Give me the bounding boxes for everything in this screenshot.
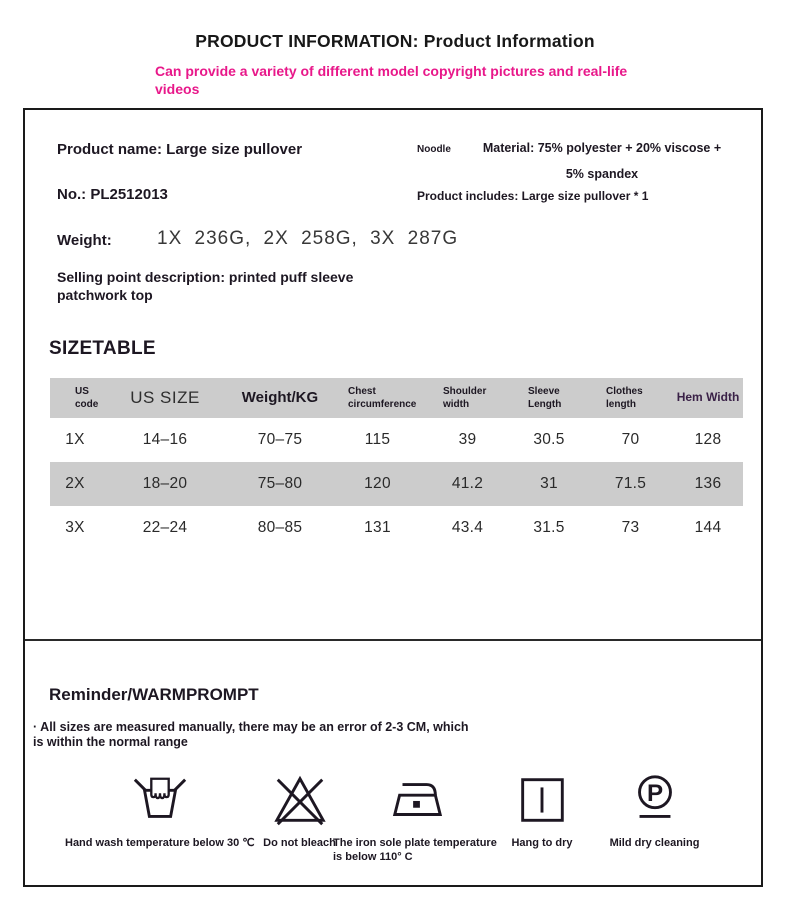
cell: 39 [458, 431, 477, 448]
cell: 41.2 [451, 475, 484, 492]
cell: 144 [694, 519, 722, 536]
col-shoulder-width: Shoulder width [443, 386, 487, 410]
cell: 1X [65, 431, 85, 448]
weight-label: Weight: [57, 232, 112, 249]
product-name: Product name: Large size pullover [57, 141, 303, 158]
material-line2: 5% spandex [565, 167, 639, 181]
page-subtitle: Can provide a variety of different model copyright pictures and real-life videos [155, 63, 628, 97]
size-table [50, 378, 743, 550]
care-label: Do not bleach [263, 837, 336, 849]
care-item-hand-wash [65, 770, 255, 851]
care-item-hang-to-dry [499, 770, 585, 851]
cell: 73 [621, 519, 640, 536]
weight-values: 1X 236G, 2X 258G, 3X 287G [157, 228, 459, 249]
size-table-heading: SIZETABLE [49, 338, 156, 359]
iron-low-temp-icon [388, 770, 446, 830]
do-not-bleach-icon [271, 770, 329, 830]
cell: 3X [65, 519, 85, 536]
cell: 80–85 [257, 519, 303, 536]
reminder-note: · All sizes are measured manually, there may be an error of 2-3 CM, which is within the normal range [33, 720, 469, 749]
cell: 31.5 [533, 519, 565, 536]
selling-point-description: Selling point description: printed puff sleeve patchwork top [57, 269, 354, 304]
cell: 31 [540, 475, 558, 492]
product-number: No.: PL2512013 [57, 186, 168, 203]
col-clothes-length: Clothes length [606, 386, 643, 410]
care-label: Hang to dry [511, 837, 573, 849]
care-label: The iron sole plate temperature is below 110° C [333, 837, 497, 863]
hang-to-dry-icon [513, 770, 571, 830]
reminder-heading: Reminder/WARMPROMPT [49, 685, 259, 704]
table-row-3x [50, 506, 743, 550]
svg-text:P: P [646, 779, 663, 807]
page-title: PRODUCT INFORMATION: Product Information [195, 31, 595, 51]
cell: 30.5 [533, 431, 565, 448]
product-includes: Product includes: Large size pullover * 1 [417, 189, 649, 203]
cell: 131 [364, 519, 391, 536]
material-info [452, 141, 752, 182]
col-chest-circumference: Chest circumference [348, 386, 417, 410]
cell: 128 [694, 431, 722, 448]
cell: 70–75 [257, 431, 303, 448]
col-us-code: US code [75, 386, 99, 410]
cell: 71.5 [614, 475, 647, 492]
care-item-iron-low [333, 770, 501, 865]
col-hem-width: Hem Width [676, 390, 740, 405]
cell: 115 [364, 431, 391, 448]
cell: 75–80 [257, 475, 303, 492]
col-us-size: US SIZE [130, 387, 200, 407]
col-weight-kg: Weight/KG [241, 389, 319, 407]
cell: 2X [65, 475, 85, 492]
care-item-mild-dry-cleaning [597, 770, 712, 851]
cell: 14–16 [142, 431, 188, 448]
col-sleeve-length: Sleeve Length [528, 386, 562, 410]
material-line1: Material: 75% polyester + 20% viscose + [482, 141, 722, 155]
cell: 136 [694, 475, 722, 492]
size-table-header-row [50, 378, 743, 418]
cell: 18–20 [142, 475, 188, 492]
dry-clean-p-icon [626, 770, 684, 830]
table-row-2x [50, 462, 743, 506]
table-row-1x [50, 418, 743, 462]
hand-wash-icon [131, 770, 189, 830]
noodle-label: Noodle [417, 144, 451, 155]
section-divider [25, 639, 761, 641]
product-info-panel [23, 108, 763, 887]
cell: 70 [621, 431, 640, 448]
cell: 120 [364, 475, 391, 492]
care-label: Mild dry cleaning [609, 837, 700, 849]
care-instructions-row [25, 770, 765, 880]
care-label: Hand wash temperature below 30 ℃ [65, 837, 255, 849]
cell: 22–24 [142, 519, 188, 536]
cell: 43.4 [451, 519, 484, 536]
